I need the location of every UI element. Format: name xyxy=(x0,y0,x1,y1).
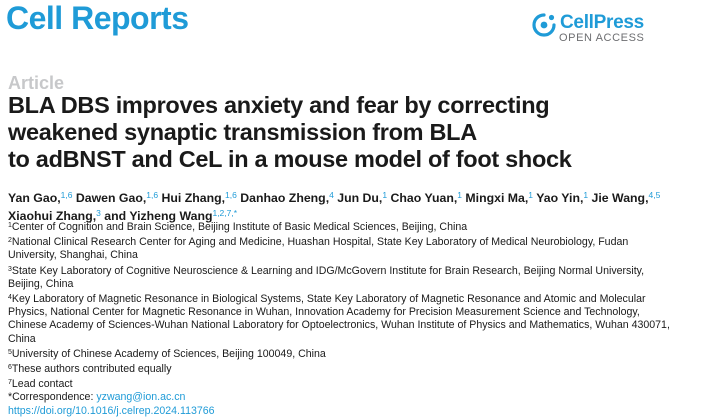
author-name[interactable] xyxy=(536,191,588,205)
author-name-text: Mingxi Ma, xyxy=(465,191,529,205)
affiliation-text: Beijing, China xyxy=(8,277,74,290)
author-name[interactable] xyxy=(592,191,661,205)
author-affiliation-marker[interactable]: 1,6 xyxy=(146,190,159,200)
author-name-text: Yao Yin, xyxy=(536,191,584,205)
affiliation-text: University, Shanghai, China xyxy=(8,249,138,262)
author-name-text: Xiaohui Zhang, xyxy=(8,209,97,223)
affiliation-text: These authors contributed equally xyxy=(11,363,172,376)
doi-link[interactable]: https://doi.org/10.1016/j.celrep.2024.113766 xyxy=(8,404,215,417)
affiliation-text: National Clinical Research Center for Aging and Medicine, Huashan Hospital, State Key Laboratory of Medical Neurobiology, Fudan xyxy=(11,236,629,249)
affiliation-line xyxy=(8,219,713,234)
correspondence-label: Correspondence: xyxy=(12,391,97,404)
affiliation-number: 5 xyxy=(8,348,12,356)
publisher-name: CellPress xyxy=(560,12,644,33)
title-line: weakened synaptic transmission from BLA xyxy=(8,119,477,145)
affiliation-number: 1 xyxy=(8,222,12,229)
affiliation-line xyxy=(8,319,713,332)
author-name[interactable] xyxy=(391,191,462,205)
author-affiliation-marker[interactable]: 1,6 xyxy=(225,190,237,200)
author-name-text: Jun Du, xyxy=(337,191,383,205)
author-name[interactable] xyxy=(465,191,533,205)
author-affiliation-marker[interactable]: 1 xyxy=(583,190,589,200)
affiliation-line xyxy=(8,291,713,306)
affiliation-line xyxy=(8,361,713,376)
correspondence-line xyxy=(8,391,713,404)
affiliation-text: Lead contact xyxy=(11,378,73,391)
affiliation-line xyxy=(8,306,713,319)
affiliation-line xyxy=(8,234,713,249)
affiliation-text: Center of Cognition and Brain Science, Beijing Institute of Basic Medical Sciences, Beijing, China xyxy=(11,221,468,233)
article-type: Article xyxy=(8,73,65,93)
author-name[interactable] xyxy=(8,191,72,205)
correspondence-email-link[interactable]: yzwang@ion.ac.cn xyxy=(96,391,186,404)
author-name-text: Danhao Zheng, xyxy=(240,191,330,205)
author-name-text: and Yizheng Wang xyxy=(104,209,213,223)
affiliation-list xyxy=(8,219,713,418)
author-name-text: Dawen Gao, xyxy=(75,191,147,205)
affiliation-number: 4 xyxy=(8,294,12,302)
author-name[interactable] xyxy=(240,191,334,205)
author-affiliation-marker[interactable]: 4 xyxy=(329,190,334,200)
affiliation-number: 2 xyxy=(8,237,12,245)
author-name-text: Chao Yuan, xyxy=(390,191,458,205)
affiliation-line xyxy=(8,263,713,278)
article-title xyxy=(8,92,708,173)
author-affiliation-marker[interactable]: 3 xyxy=(96,208,101,218)
author-name-text: Hui Zhang, xyxy=(161,191,226,205)
journal-title: Cell Reports xyxy=(6,0,189,36)
affiliation-line xyxy=(8,333,713,346)
affiliation-line xyxy=(8,278,713,291)
author-affiliation-marker[interactable]: 1 xyxy=(382,190,388,200)
author-affiliation-marker[interactable]: 1 xyxy=(457,190,462,200)
title-line: BLA DBS improves anxiety and fear by correcting xyxy=(8,92,550,118)
author-name[interactable] xyxy=(76,191,158,205)
affiliation-text: State Key Laboratory of Cognitive Neuroscience & Learning and IDG/McGovern Institute for Brain Research, Beijing Normal University, xyxy=(11,264,645,277)
cellpress-logo-icon xyxy=(532,13,556,37)
affiliation-line xyxy=(8,249,713,262)
author-affiliation-marker[interactable]: 1,6 xyxy=(60,190,73,200)
affiliation-text: Physics, National Center for Magnetic Resonance in Wuhan, Innovation Academy for Precision Measurement Science and Technology, xyxy=(8,306,640,319)
author-name-text: Jie Wang, xyxy=(591,191,649,205)
affiliation-text: University of Chinese Academy of Sciences, Beijing 100049, China xyxy=(11,347,326,360)
author-affiliation-marker[interactable]: 4,5 xyxy=(648,190,661,200)
affiliation-text: Key Laboratory of Magnetic Resonance in Biological Systems, State Key Laboratory of Magnetic Resonance and Atomic and Molecular xyxy=(11,293,646,306)
author-affiliation-marker[interactable]: 1 xyxy=(528,190,534,200)
author-name-text: Yan Gao, xyxy=(8,191,61,205)
open-access-label: OPEN ACCESS xyxy=(559,32,645,44)
affiliation-number: 7 xyxy=(8,379,12,387)
affiliation-text: China xyxy=(8,332,36,345)
publisher-logo[interactable] xyxy=(532,12,652,48)
affiliation-number: 6 xyxy=(8,364,12,372)
affiliation-line xyxy=(8,376,713,391)
affiliation-line xyxy=(8,346,713,361)
title-line: to adBNST and CeL in a mouse model of foot shock xyxy=(8,146,572,172)
affiliation-text: Chinese Academy of Sciences-Wuhan National Laboratory for Optoelectronics, Wuhan Institute of Physics and Mathematics, Wuhan 430071, xyxy=(8,319,670,332)
author-name[interactable] xyxy=(162,191,237,205)
correspondence-marker: * xyxy=(8,391,13,404)
author-name[interactable] xyxy=(337,191,387,205)
affiliation-number: 3 xyxy=(8,265,12,273)
author-affiliation-marker[interactable]: 1,2,7,* xyxy=(212,208,238,218)
